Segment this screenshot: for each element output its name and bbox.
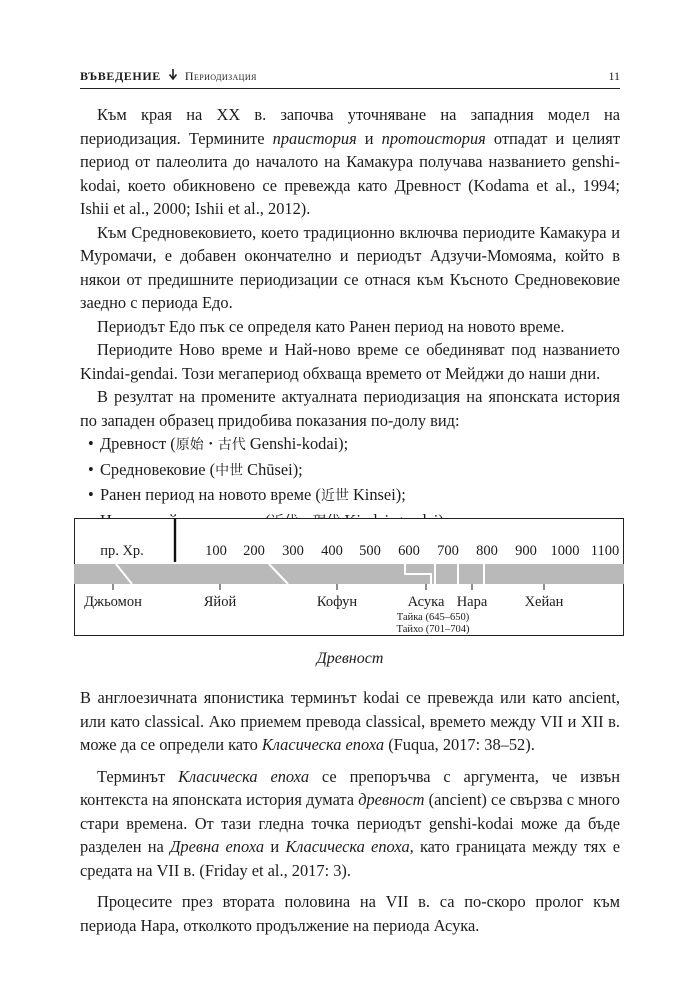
- italic-term: древност: [358, 790, 425, 809]
- bullet-icon: •: [88, 459, 94, 479]
- text-run: Kinsei);: [348, 485, 406, 504]
- text-run: и: [264, 837, 286, 856]
- year-tick-label: 600: [398, 543, 420, 559]
- year-tick-label: 1100: [590, 543, 620, 559]
- figure-caption: Древност: [316, 650, 384, 667]
- paragraph-group: [80, 686, 620, 937]
- text-run: Древност (: [100, 434, 176, 453]
- italic-term: Класическа епоха: [285, 837, 410, 856]
- italic-term: Древна епоха: [169, 837, 265, 856]
- list-item: [80, 483, 620, 509]
- paragraph: [80, 221, 620, 315]
- period-label: Хейан: [524, 594, 564, 610]
- text-run: се препоръчва с аргумента, че извън контекста на японската история думата: [80, 766, 620, 809]
- running-header: [80, 66, 620, 89]
- era-note: Тайхо (701–704): [396, 624, 470, 635]
- text-run: Процесите през втората половина на VII в. са по-скоро пролог към периода Нара, отколкото продължение на периода Асука.: [80, 892, 620, 935]
- italic-term: протоистория: [381, 128, 486, 148]
- main-text-top: [80, 103, 620, 534]
- year-tick-label: пр. Хр.: [100, 543, 144, 559]
- text-run: Ранен период на новото време (: [100, 485, 321, 504]
- text-run: Към края на XX в. започва уточняване на западния модел на периодизация. Термините: [80, 105, 620, 148]
- period-label: Кофун: [316, 594, 358, 610]
- text-run: Към Средновековието, което традиционно включва периодите Камакура и Муромачи, е добавен окончателно и периодът Адзучи-Момояма, който в някои от предишните периодизации се отнася към Късното Средновековие заедно с периода Едо.: [80, 222, 620, 312]
- text-run: отпадат и целият период от палеолита до началото на Камакура получава названието genshi-kodai, което обикновено се превежда като Древност (Kodama et al., 1994; Ishii et al., 2000; Ishii et al., 2012).: [80, 128, 620, 218]
- timeline-bar: [74, 564, 624, 584]
- italic-term: Класическа епоха: [261, 735, 385, 754]
- paragraph-group: [80, 103, 620, 432]
- year-tick-label: 800: [476, 543, 498, 559]
- timeline-figure: [74, 518, 624, 636]
- japanese-term: 原始・古代: [175, 437, 246, 453]
- period-label: Яйой: [203, 594, 237, 610]
- text-run: В резултат на промените актуалната периодизация на японската история по западен образец придобива показания по-долу вид:: [80, 387, 620, 430]
- main-text-bottom: [80, 686, 620, 937]
- down-arrow-icon: [168, 68, 178, 84]
- paragraph: [80, 765, 620, 883]
- period-label: Асука: [407, 594, 445, 610]
- text-run: Периодите Ново време и Най-ново време се обединяват под названието Kindai-gendai. Този мегапериод обхваща времето от Мейджи до наши дни.: [80, 340, 620, 383]
- year-tick-label: 900: [515, 543, 537, 559]
- period-label: Джьомон: [84, 594, 142, 610]
- text-run: Периодът Едо пък се определя като Ранен период на новото време.: [97, 316, 565, 336]
- bullet-icon: •: [88, 485, 94, 504]
- text-run: Chūsei);: [243, 459, 303, 479]
- year-tick-label: 1000: [550, 543, 580, 559]
- paragraph: [80, 103, 620, 221]
- text-run: В англоезичната японистика терминът kodai се превежда или като ancient, или като classical. Ако приемем превода classical, времето между VII и XII в. може да се определи като: [80, 688, 620, 754]
- year-tick-label: 700: [437, 543, 459, 559]
- year-tick-label: 200: [243, 543, 265, 559]
- list-item: [80, 458, 620, 484]
- text-run: Средновековие (: [100, 459, 216, 479]
- italic-term: Класическа епоха: [178, 766, 310, 786]
- bullet-icon: •: [88, 434, 94, 453]
- text-run: Genshi-kodai);: [245, 434, 349, 453]
- paragraph: [80, 385, 620, 432]
- text-run: , като границата между тях е средата на VII в. (Friday et al., 2017: 3).: [80, 837, 620, 880]
- subsection-title: Периодизация: [184, 69, 257, 83]
- list-item: [80, 432, 620, 458]
- year-tick-label: 300: [282, 543, 304, 559]
- paragraph: [80, 315, 620, 339]
- text-run: Терминът: [97, 766, 179, 786]
- era-note: Тайка (645–650): [396, 612, 470, 623]
- year-tick-label: 500: [359, 543, 381, 559]
- paragraph: [80, 890, 620, 937]
- italic-term: праистория: [272, 128, 357, 148]
- text-run: и: [356, 128, 382, 148]
- text-run: (ancient) се свързва с много стари времена. От тази гледна точка периодът genshi-kodai може да бъде разделен на: [80, 790, 620, 856]
- year-tick-label: 400: [321, 543, 343, 559]
- japanese-term: 中世: [215, 462, 244, 479]
- text-run: (Fuqua, 2017: 38–52).: [384, 735, 535, 754]
- page-number: 11: [608, 69, 620, 83]
- paragraph: [80, 686, 620, 757]
- year-tick-label: 100: [205, 543, 227, 559]
- japanese-term: 近世: [320, 488, 349, 504]
- header-left: [80, 68, 257, 84]
- paragraph: [80, 338, 620, 385]
- period-label: Нара: [456, 594, 488, 610]
- section-title: ВЪВЕДЕНИЕ: [80, 69, 161, 83]
